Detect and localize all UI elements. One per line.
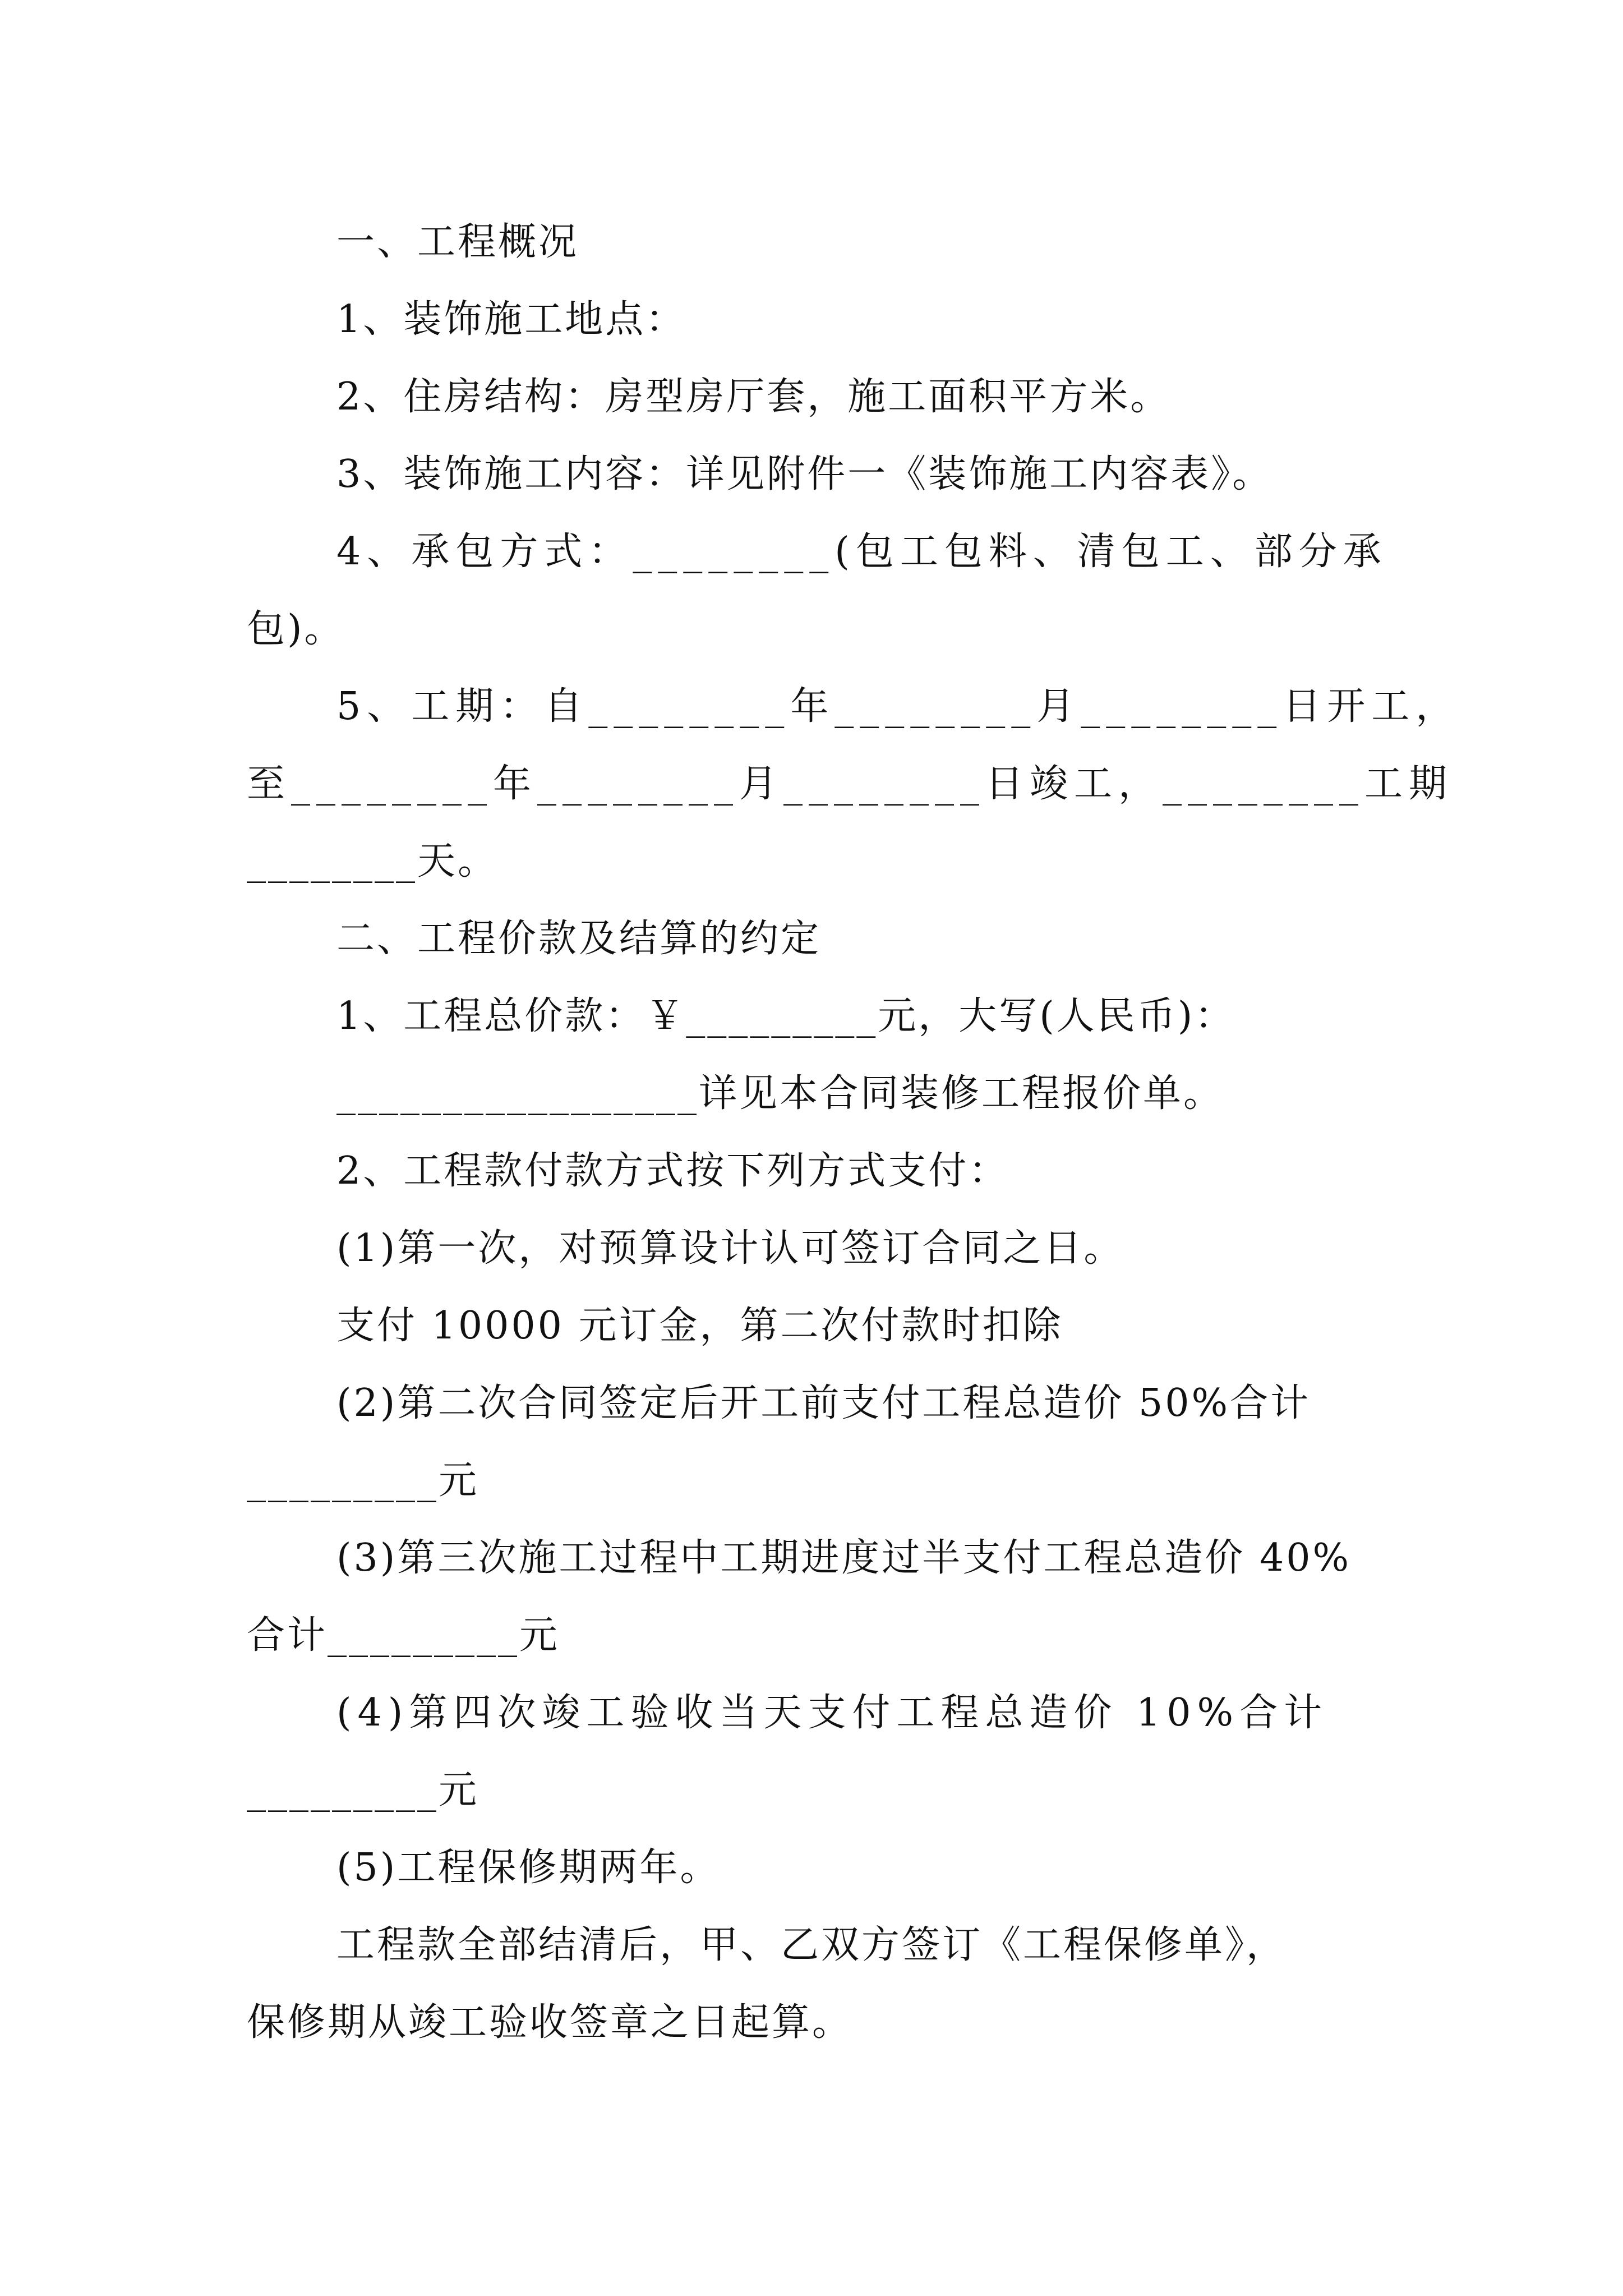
line-text: 至________年________月________日竣工，________工期 xyxy=(247,762,1454,806)
line-text: _________元 xyxy=(247,1768,479,1812)
line-text: 3、装饰施工内容：详见附件一《装饰施工内容表》。 xyxy=(336,452,1273,496)
paragraph-line xyxy=(247,759,1453,809)
paragraph-line xyxy=(247,836,498,887)
line-text: _________________详见本合同装修工程报价单。 xyxy=(336,1071,1224,1116)
section-heading-2 xyxy=(336,914,821,964)
paragraph-line xyxy=(247,1456,479,1506)
line-text: (4)第四次竣工验收当天支付工程总造价 10%合计 xyxy=(336,1691,1329,1735)
paragraph-line xyxy=(336,1378,1311,1429)
line-text: 合计_________元 xyxy=(247,1613,560,1658)
paragraph-line xyxy=(247,604,345,655)
line-text: 4、承包方式：________(包工包料、清包工、部分承 xyxy=(336,530,1387,574)
line-text: 2、住房结构：房型房厅套，施工面积平方米。 xyxy=(336,375,1171,419)
paragraph-line xyxy=(336,1069,1224,1119)
paragraph-line xyxy=(336,1223,1124,1274)
paragraph-line xyxy=(336,1920,1287,1971)
paragraph-line xyxy=(336,991,1235,1042)
section-heading-1 xyxy=(336,217,579,268)
paragraph-line xyxy=(247,1998,852,2048)
line-text: 保修期从竣工验收签章之日起算。 xyxy=(247,2000,853,2045)
paragraph-line xyxy=(336,372,1170,422)
line-text: 1、工程总价款：￥_________元，大写(人民币)： xyxy=(336,994,1235,1038)
paragraph-line xyxy=(336,1301,1063,1351)
line-text: 二、工程价款及结算的约定 xyxy=(336,917,822,961)
line-text: 工程款全部结清后，甲、乙双方签订《工程保修单》， xyxy=(336,1923,1287,1967)
paragraph-line xyxy=(336,295,686,345)
paragraph-line xyxy=(336,682,1460,732)
paragraph-line xyxy=(247,1765,479,1816)
paragraph-line xyxy=(247,1611,560,1661)
line-text: 支付 10000 元订金，第二次付款时扣除 xyxy=(336,1304,1063,1348)
line-text: 1、装饰施工地点： xyxy=(336,297,686,342)
paragraph-line xyxy=(336,1688,1328,1738)
line-text: 5、工期：自________年________月________日开工， xyxy=(336,684,1460,729)
line-text: (5)工程保修期两年。 xyxy=(336,1846,721,1890)
paragraph-line xyxy=(336,449,1272,500)
line-text: (1)第一次，对预算设计认可签订合同之日。 xyxy=(336,1226,1124,1271)
line-text: (2)第二次合同签定后开工前支付工程总造价 50%合计 xyxy=(336,1381,1311,1425)
line-text: 2、工程款付款方式按下列方式支付： xyxy=(336,1149,1009,1193)
paragraph-line xyxy=(336,527,1387,577)
line-text: 一、工程概况 xyxy=(336,220,579,264)
paragraph-line xyxy=(336,1146,1009,1197)
line-text: _________元 xyxy=(247,1458,479,1503)
paragraph-line xyxy=(336,1843,720,1893)
line-text: 包)。 xyxy=(247,607,345,651)
line-text: (3)第三次施工过程中工期进度过半支付工程总造价 40% xyxy=(336,1536,1352,1580)
line-text: ________天。 xyxy=(247,839,499,884)
paragraph-line xyxy=(336,1533,1351,1584)
